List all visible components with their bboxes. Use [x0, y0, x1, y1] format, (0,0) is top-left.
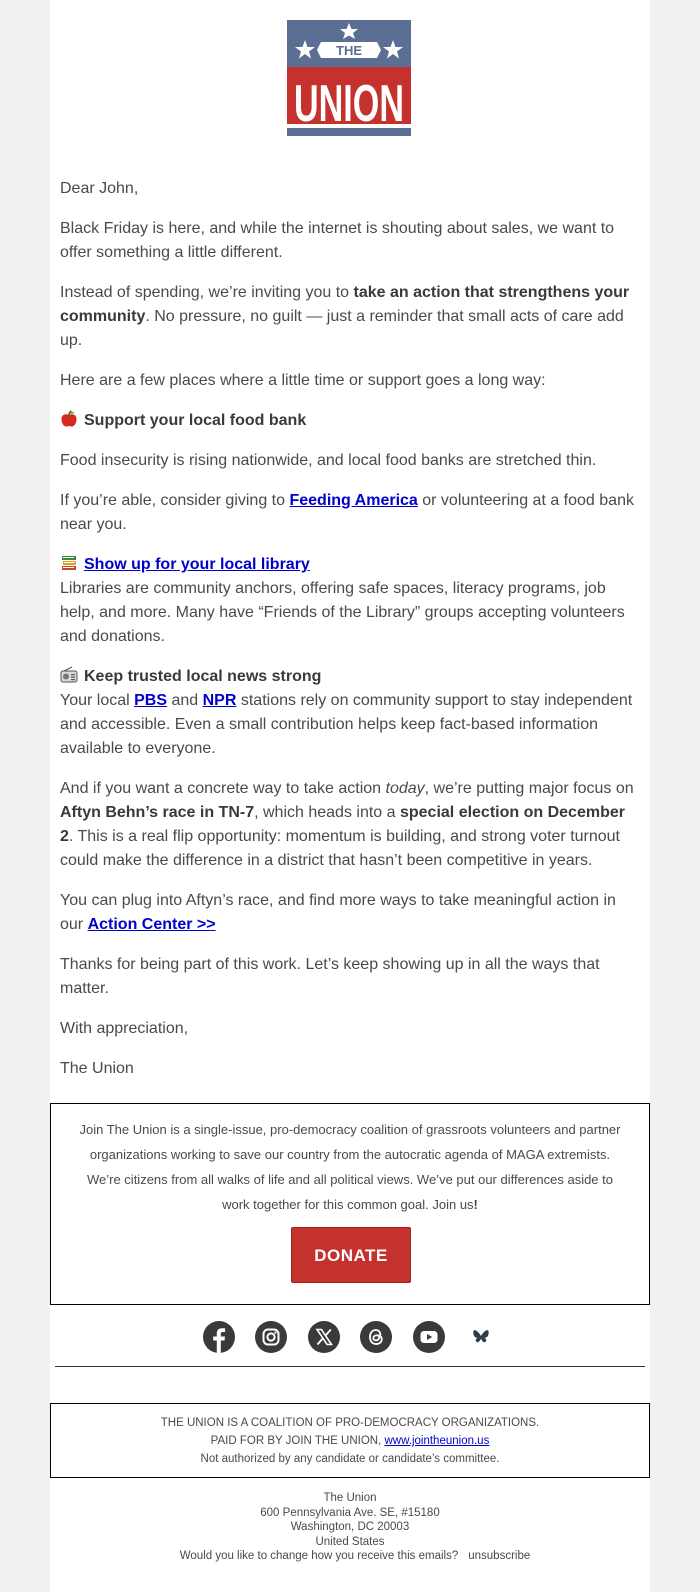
radio-icon [60, 666, 78, 684]
join-box [50, 1103, 650, 1305]
pbs-link[interactable]: PBS [134, 692, 168, 709]
unsubscribe-link[interactable]: unsubscribe [468, 1550, 531, 1562]
library-link[interactable]: Show up for your local library [84, 556, 310, 573]
action-center-paragraph: You can plug into Aftyn’s race, and find more ways to take meaningful action in our Action Center >> [60, 892, 616, 933]
thanks-paragraph: Thanks for being part of this work. Let’s keep showing up in all the ways that matter. [60, 956, 600, 997]
greeting: Dear John, [60, 180, 139, 197]
youtube-icon[interactable] [412, 1320, 446, 1354]
apple-icon [60, 410, 78, 428]
the-union-logo [287, 20, 411, 136]
race-paragraph: And if you want a concrete way to take action today, we’re putting major focus on Aftyn Behn’s race in TN-7, which heads into a special election on December 2. This is a real flip opportunity: momentum is building, and strong voter turnout could make the difference in a district that hasn’t been competitive in years. [60, 780, 634, 869]
action-center-link[interactable]: Action Center >> [87, 916, 216, 933]
threads-icon[interactable] [359, 1320, 393, 1354]
email-preferences [50, 1549, 650, 1564]
food-bank-paragraph-1: Food insecurity is rising nationwide, and local food banks are stretched thin. [60, 452, 597, 469]
address-city: Washington, DC 20003 [290, 1521, 410, 1533]
address-country: United States [315, 1535, 385, 1548]
feeding-america-link[interactable]: Feeding America [289, 492, 418, 509]
library-section [60, 553, 640, 649]
svg-text:THE: THE [336, 43, 362, 58]
disclaimer-line-1: THE UNION IS A COALITION OF PRO-DEMOCRACY ORGANIZATIONS. [160, 1417, 540, 1429]
x-icon[interactable] [307, 1320, 341, 1354]
mailing-address [50, 1491, 650, 1564]
address-street: 600 Pennsylvania Ave. SE, #15180 [260, 1506, 440, 1519]
food-bank-heading: Support your local food bank [60, 409, 640, 433]
places-intro: Here are a few places where a little time or support goes a long way: [60, 372, 546, 389]
npr-link[interactable]: NPR [202, 692, 237, 709]
email-body [60, 177, 640, 1097]
donate-button[interactable]: DONATE [291, 1227, 411, 1283]
disclaimer-box [50, 1403, 650, 1478]
disclaimer-line-2: PAID FOR BY JOIN THE UNION, www.jointheunion.us [210, 1435, 490, 1447]
disclaimer-line-3: Not authorized by any candidate or candidate’s committee. [200, 1453, 500, 1465]
bluesky-icon[interactable] [464, 1320, 498, 1354]
address-name: The Union [323, 1492, 377, 1504]
invite-paragraph: Instead of spending, we’re inviting you to take an action that strengthens your community. No pressure, no guilt — just a reminder that small acts of care add up. [60, 284, 630, 349]
news-section: Keep trusted local news strong Your local PBS and NPR stations rely on community support to stay independent and accessible. Even a small contribution helps keep fact-based information available to everyone. [60, 668, 633, 757]
signature: The Union [60, 1060, 134, 1077]
intro-paragraph: Black Friday is here, and while the internet is shouting about sales, we want to offer something a little different. [60, 220, 615, 261]
svg-text:UNION: UNION [294, 75, 404, 133]
join-text: Join The Union is a single-issue, pro-democracy coalition of grassroots volunteers and partner organizations working to save our country from the autocratic agenda of MAGA extremists. We’re citizens from all walks of life and all political views. We’ve put our differences aside to work together for this common goal. Join us! [79, 1122, 621, 1212]
jointheunion-link[interactable]: www.jointheunion.us [384, 1435, 490, 1447]
footer-divider [55, 1366, 645, 1367]
library-text: Libraries are community anchors, offering safe spaces, literacy programs, job help, and more. Many have “Friends of the Library” groups accepting volunteers and donations. [60, 580, 625, 645]
facebook-icon[interactable] [202, 1320, 236, 1354]
social-links [50, 1320, 650, 1354]
instagram-icon[interactable] [254, 1320, 288, 1354]
books-icon [60, 554, 78, 572]
food-bank-paragraph-2: If you’re able, consider giving to Feeding America or volunteering at a food bank near you. [60, 492, 634, 533]
signoff: With appreciation, [60, 1020, 189, 1037]
change-preferences-link[interactable]: Would you like to change how you receive this emails? [179, 1550, 459, 1562]
email-container [50, 0, 650, 1592]
